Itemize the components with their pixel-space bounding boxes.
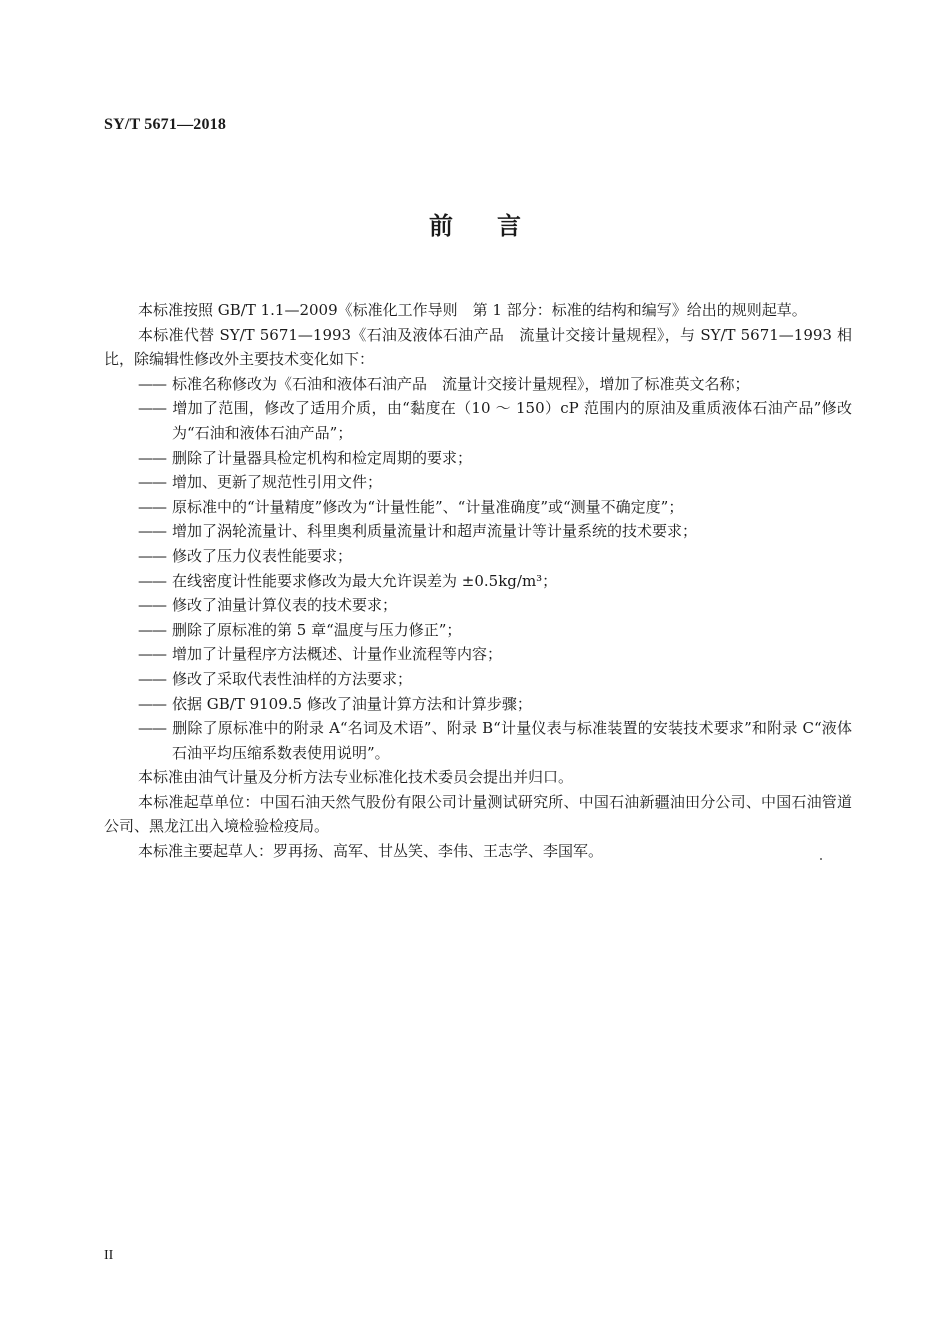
- paragraph-drafters: 本标准主要起草人：罗再扬、高军、甘丛笑、李伟、王志学、李国军。: [138, 842, 604, 861]
- change-item-text: 在线密度计性能要求修改为最大允许误差为 ±0.5kg/m³；: [172, 571, 558, 590]
- change-item: [104, 716, 852, 765]
- dash-marker: ——: [138, 571, 166, 590]
- paragraph-replacement: 本标准代替 SY/T 5671—1993《石油及液体石油产品 流量计交接计量规程》，与 SY/T 5671—1993 相比，除编辑性修改外主要技术变化如下：: [104, 325, 852, 369]
- change-item-text: 删除了原标准的第 5 章“温度与压力修正”；: [172, 620, 462, 639]
- change-item: [104, 642, 852, 667]
- change-item-text: 修改了压力仪表性能要求；: [172, 546, 353, 565]
- dash-marker: ——: [138, 694, 166, 713]
- change-item: [104, 544, 852, 569]
- dash-marker: ——: [138, 399, 166, 418]
- change-item: [104, 495, 852, 520]
- change-item-text: 原标准中的“计量精度”修改为“计量性能”、“计量准确度”或“测量不确定度”；: [172, 497, 684, 516]
- change-item: [104, 593, 852, 618]
- change-item-text: 增加了范围，修改了适用介质，由“黏度在（10 ～ 150）cP 范围内的原油及重质液体石油产品”修改为“石油和液体石油产品”；: [172, 399, 852, 442]
- scan-speck: [820, 858, 822, 860]
- change-item: [104, 667, 852, 692]
- paragraph-drafting-rules: 本标准按照 GB/T 1.1—2009《标准化工作导则 第 1 部分：标准的结构和编写》给出的规则起草。: [138, 301, 807, 319]
- change-item: [104, 692, 852, 717]
- paragraph-drafting-units: 本标准起草单位：中国石油天然气股份有限公司计量测试研究所、中国石油新疆油田分公司、中国石油管道公司、黑龙江出入境检验检疫局。: [104, 792, 852, 836]
- dash-marker: ——: [138, 546, 166, 565]
- page-number: II: [104, 1248, 114, 1263]
- dash-marker: ——: [138, 620, 166, 639]
- change-item-text: 删除了原标准中的附录 A“名词及术语”、附录 B“计量仪表与标准装置的安装技术要求”和附录 C“液体石油平均压缩系数表使用说明”。: [172, 719, 852, 762]
- change-item-text: 修改了油量计算仪表的技术要求；: [172, 596, 398, 615]
- change-item: [104, 618, 852, 643]
- dash-marker: ——: [138, 497, 166, 516]
- change-item-text: 增加、更新了规范性引用文件；: [172, 473, 383, 492]
- dash-marker: ——: [138, 522, 166, 541]
- dash-marker: ——: [138, 719, 166, 738]
- document-code: SY/T 5671—2018: [104, 116, 227, 133]
- change-item: [104, 519, 852, 544]
- change-item: [104, 396, 852, 445]
- change-item: [104, 569, 852, 594]
- paragraph-proposer: 本标准由油气计量及分析方法专业标准化技术委员会提出并归口。: [138, 768, 574, 787]
- dash-marker: ——: [138, 596, 166, 615]
- change-item-text: 标准名称修改为《石油和液体石油产品 流量计交接计量规程》，增加了标准英文名称；: [172, 374, 750, 393]
- change-item: [104, 446, 852, 471]
- dash-marker: ——: [138, 473, 166, 492]
- change-item-text: 修改了采取代表性油样的方法要求；: [172, 669, 413, 688]
- dash-marker: ——: [138, 374, 166, 393]
- change-item: [104, 372, 852, 397]
- change-item-text: 增加了计量程序方法概述、计量作业流程等内容；: [172, 645, 503, 664]
- foreword-body: [104, 298, 852, 864]
- change-item-text: 删除了计量器具检定机构和检定周期的要求；: [172, 448, 473, 467]
- page-title: [0, 206, 950, 241]
- title-char-2: 言: [497, 212, 521, 240]
- dash-marker: ——: [138, 448, 166, 467]
- change-item-text: 依据 GB/T 9109.5 修改了油量计算方法和计算步骤；: [172, 694, 532, 713]
- change-item: [104, 470, 852, 495]
- dash-marker: ——: [138, 645, 166, 664]
- change-item-text: 增加了涡轮流量计、科里奥利质量流量计和超声流量计等计量系统的技术要求；: [172, 522, 698, 541]
- dash-marker: ——: [138, 669, 166, 688]
- title-char-1: 前: [429, 212, 453, 240]
